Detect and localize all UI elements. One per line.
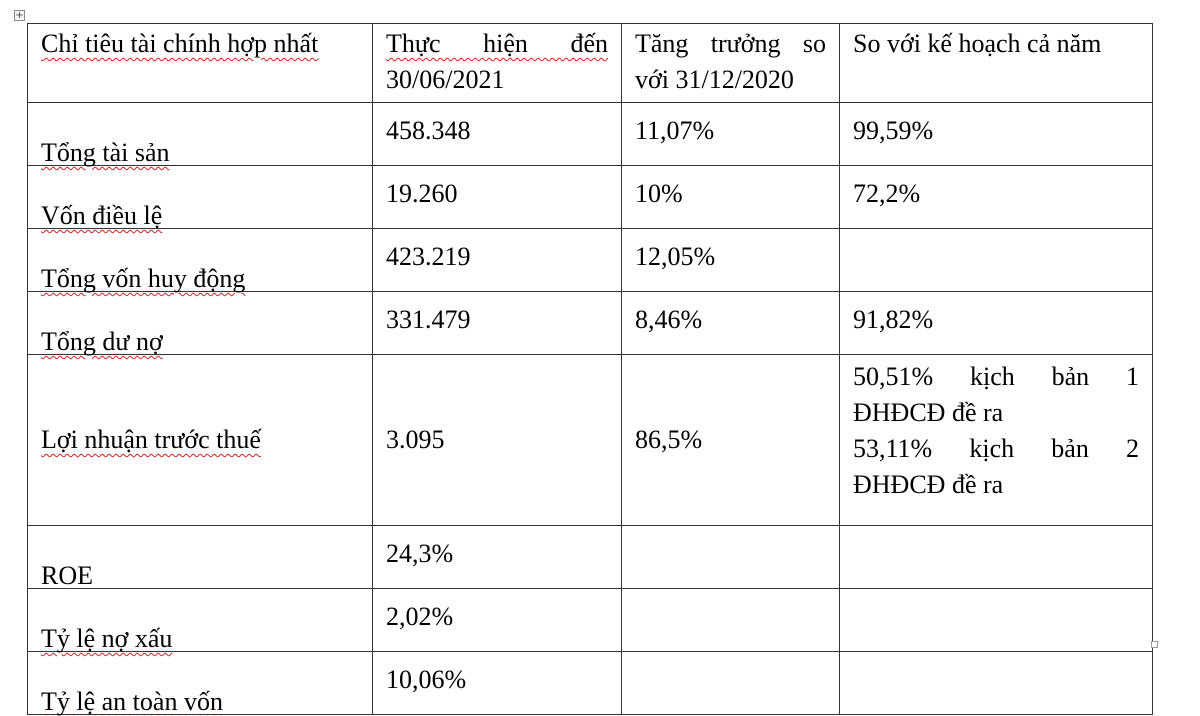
growth-cell[interactable]: 8,46% [622,292,840,355]
actual-cell[interactable]: 458.348 [373,103,622,166]
actual-cell[interactable]: 2,02% [373,589,622,652]
vs-plan-cell[interactable] [840,229,1153,292]
growth-cell[interactable] [622,589,840,652]
table-row [28,292,1153,355]
growth-cell[interactable] [622,652,840,715]
row-label[interactable]: Lợi nhuận trước thuế [28,355,373,526]
table-row [28,589,1153,652]
growth-cell[interactable] [622,526,840,589]
vs-plan-cell[interactable]: 72,2% [840,166,1153,229]
table-row [28,652,1153,715]
table-row [28,166,1153,229]
actual-cell[interactable]: 331.479 [373,292,622,355]
row-label[interactable]: Tổng dư nợ [28,292,373,355]
actual-cell[interactable]: 10,06% [373,652,622,715]
vs-plan-cell[interactable]: 99,59% [840,103,1153,166]
header-cell-vs-plan[interactable]: So với kế hoạch cả năm [840,24,1153,103]
header-cell-growth[interactable]: Tăng trưởng so với 31/12/2020 [622,24,840,103]
vs-plan-cell[interactable]: 50,51% kịch bản 1 ĐHĐCĐ đề ra 53,11% kịch bản 2 ĐHĐCĐ đề ra [840,355,1153,526]
actual-cell[interactable]: 3.095 [373,355,622,526]
table-row [28,355,1153,526]
row-label[interactable]: Vốn điều lệ [28,166,373,229]
table-row [28,103,1153,166]
table-row [28,526,1153,589]
vs-plan-cell[interactable] [840,589,1153,652]
vs-plan-cell[interactable] [840,652,1153,715]
growth-cell[interactable]: 11,07% [622,103,840,166]
row-label[interactable]: Tổng vốn huy động [28,229,373,292]
row-label[interactable]: Tỷ lệ an toàn vốn [28,652,373,715]
actual-cell[interactable]: 19.260 [373,166,622,229]
table-header-row [28,24,1153,103]
table-move-handle-icon[interactable]: + [15,10,24,21]
growth-cell[interactable]: 10% [622,166,840,229]
table-row [28,229,1153,292]
vs-plan-cell[interactable] [840,526,1153,589]
table-resize-handle-icon[interactable] [1151,641,1158,648]
row-label[interactable]: ROE [28,526,373,589]
header-cell-indicator[interactable]: Chỉ tiêu tài chính hợp nhất [28,24,373,103]
growth-cell[interactable]: 86,5% [622,355,840,526]
growth-cell[interactable]: 12,05% [622,229,840,292]
header-cell-actual[interactable]: Thực hiện đến 30/06/2021 [373,24,622,103]
actual-cell[interactable]: 24,3% [373,526,622,589]
actual-cell[interactable]: 423.219 [373,229,622,292]
financial-indicators-table [27,23,1153,715]
row-label[interactable]: Tổng tài sản [28,103,373,166]
vs-plan-cell[interactable]: 91,82% [840,292,1153,355]
row-label[interactable]: Tỷ lệ nợ xấu [28,589,373,652]
